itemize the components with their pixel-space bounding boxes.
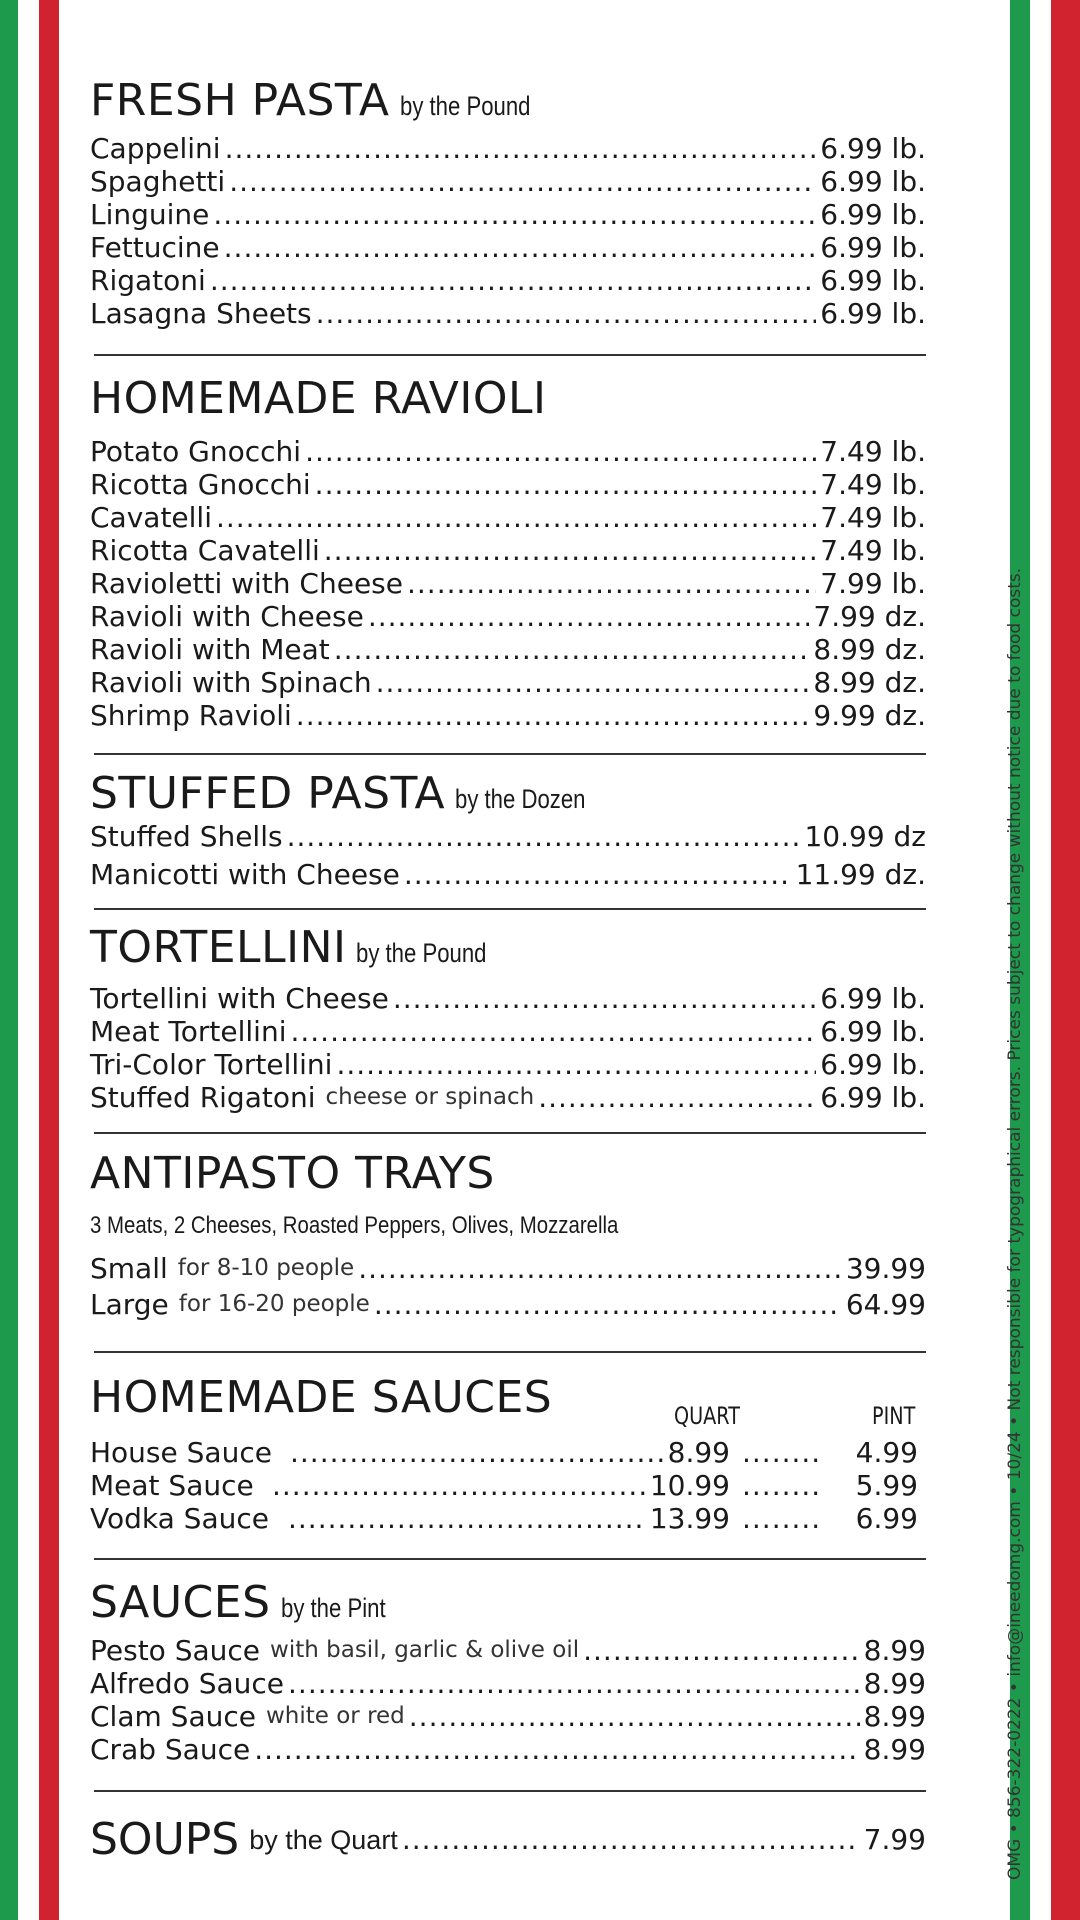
item-price: 6.99 lb. bbox=[820, 264, 926, 297]
section-title: FRESH PASTA bbox=[90, 75, 390, 126]
item-name: Spaghetti bbox=[90, 165, 226, 198]
dot-leader bbox=[358, 1252, 842, 1285]
item-name: Cavatelli bbox=[90, 501, 212, 534]
section-title: HOMEMADE SAUCES bbox=[90, 1372, 553, 1423]
pint-price: 6.99 bbox=[855, 1502, 918, 1535]
menu-item bbox=[90, 633, 926, 666]
dot-leader bbox=[404, 858, 792, 891]
dot-leader bbox=[742, 1502, 822, 1535]
menu-item bbox=[90, 699, 926, 732]
homemade-sauces-heading bbox=[90, 1372, 552, 1423]
item-name: Cappelini bbox=[90, 132, 221, 165]
dot-leader bbox=[213, 198, 816, 231]
section-subtitle: by the Dozen bbox=[455, 784, 586, 814]
dot-leader bbox=[583, 1634, 860, 1667]
quart-price: 8.99 bbox=[667, 1436, 730, 1469]
dot-leader bbox=[334, 633, 810, 666]
dot-leader bbox=[538, 1081, 816, 1114]
menu-item bbox=[90, 1081, 926, 1114]
item-price: 64.99 bbox=[845, 1288, 926, 1321]
item-price: 7.99 dz. bbox=[813, 600, 926, 633]
item-price: 6.99 lb. bbox=[820, 1081, 926, 1114]
menu-item bbox=[90, 198, 926, 231]
item-price: 9.99 dz. bbox=[813, 699, 926, 732]
item-price: 6.99 lb. bbox=[820, 1048, 926, 1081]
section-divider bbox=[94, 1351, 926, 1353]
item-name: Tortellini with Cheese bbox=[90, 982, 389, 1015]
item-name: Stuffed Shells bbox=[90, 820, 283, 853]
antipasto-note: 3 Meats, 2 Cheeses, Roasted Peppers, Olives, Mozzarella bbox=[90, 1212, 619, 1239]
dot-leader bbox=[229, 165, 816, 198]
tortellini-heading bbox=[90, 922, 516, 973]
dot-leader bbox=[290, 1436, 665, 1469]
item-name: Potato Gnocchi bbox=[90, 435, 302, 468]
antipasto-heading bbox=[90, 1148, 495, 1199]
quart-column-header: QUART bbox=[674, 1402, 740, 1430]
item-name: House Sauce bbox=[90, 1436, 272, 1469]
dot-leader bbox=[407, 567, 816, 600]
item-name: Ravioli with Meat bbox=[90, 633, 330, 666]
fresh-pasta-heading bbox=[90, 75, 559, 126]
dot-leader bbox=[288, 1667, 860, 1700]
item-price: 8.99 bbox=[863, 1733, 926, 1766]
menu-item bbox=[90, 1634, 926, 1667]
dot-leader bbox=[402, 1815, 860, 1865]
menu-item bbox=[90, 567, 926, 600]
menu-item bbox=[90, 1700, 926, 1733]
item-name: Rigatoni bbox=[90, 264, 206, 297]
sauce-item bbox=[90, 1436, 926, 1469]
menu-item bbox=[90, 666, 926, 699]
left-red-stripe bbox=[39, 0, 59, 1920]
footer-disclaimer: OMG • 856-322-0222 • info@ineedomg.com • 10/24 • Not responsible for typographical errors. Prices subject to change without notice due to food costs. bbox=[1005, 567, 1025, 1880]
dot-leader bbox=[393, 982, 816, 1015]
section-title: TORTELLINI bbox=[90, 922, 347, 973]
menu-item bbox=[90, 1667, 926, 1700]
section-divider bbox=[94, 1132, 926, 1134]
item-price: 7.49 lb. bbox=[820, 534, 926, 567]
section-title: STUFFED PASTA bbox=[90, 768, 446, 819]
menu-item bbox=[90, 264, 926, 297]
item-name: Manicotti with Cheese bbox=[90, 858, 400, 891]
item-name: Tri-Color Tortellini bbox=[90, 1048, 333, 1081]
item-name: Ricotta Cavatelli bbox=[90, 534, 320, 567]
dot-leader bbox=[216, 501, 816, 534]
dot-leader bbox=[374, 1288, 842, 1321]
dot-leader bbox=[224, 231, 817, 264]
menu-item bbox=[90, 132, 926, 165]
item-name: Crab Sauce bbox=[90, 1733, 251, 1766]
sauce-item bbox=[90, 1502, 926, 1535]
menu-item bbox=[90, 858, 926, 891]
section-subtitle: by the Pint bbox=[280, 1593, 386, 1623]
menu-item bbox=[90, 1288, 926, 1321]
item-price: 6.99 lb. bbox=[820, 982, 926, 1015]
item-price: 6.99 lb. bbox=[820, 1015, 926, 1048]
item-price: 6.99 lb. bbox=[820, 198, 926, 231]
item-price: 7.99 lb. bbox=[820, 567, 926, 600]
item-price: 7.49 lb. bbox=[820, 435, 926, 468]
dot-leader bbox=[290, 1015, 816, 1048]
menu-item bbox=[90, 165, 926, 198]
item-name: Ravioli with Spinach bbox=[90, 666, 372, 699]
menu-item bbox=[90, 501, 926, 534]
dot-leader bbox=[324, 534, 817, 567]
item-name: Stuffed Rigatoni bbox=[90, 1081, 316, 1114]
menu-item bbox=[90, 820, 926, 853]
pint-column-header: PINT bbox=[872, 1402, 916, 1430]
right-red-stripe bbox=[1051, 0, 1080, 1920]
dot-leader bbox=[288, 1502, 646, 1535]
section-title: ANTIPASTO TRAYS bbox=[90, 1148, 495, 1199]
section-divider bbox=[94, 354, 926, 356]
item-price: 7.49 lb. bbox=[820, 501, 926, 534]
section-divider bbox=[94, 1558, 926, 1560]
pint-price: 4.99 bbox=[855, 1436, 918, 1469]
dot-leader bbox=[409, 1700, 860, 1733]
menu-item bbox=[90, 1733, 926, 1766]
soups-row bbox=[90, 1815, 926, 1865]
item-description: for 16-20 people bbox=[178, 1291, 370, 1317]
menu-item bbox=[90, 982, 926, 1015]
item-name: Clam Sauce bbox=[90, 1700, 256, 1733]
menu-item bbox=[90, 1252, 926, 1285]
item-price: 6.99 lb. bbox=[820, 297, 926, 330]
item-name: Meat Sauce bbox=[90, 1469, 254, 1502]
item-name: Shrimp Ravioli bbox=[90, 699, 292, 732]
item-price: 11.99 dz. bbox=[795, 858, 926, 891]
sauces-heading bbox=[90, 1577, 408, 1628]
item-name: Ravioli with Cheese bbox=[90, 600, 364, 633]
quart-price: 10.99 bbox=[649, 1469, 730, 1502]
dot-leader bbox=[210, 264, 816, 297]
pint-price: 5.99 bbox=[855, 1469, 918, 1502]
section-title: HOMEMADE RAVIOLI bbox=[90, 373, 547, 424]
item-name: Small bbox=[90, 1252, 168, 1285]
section-divider bbox=[94, 908, 926, 910]
dot-leader bbox=[296, 699, 810, 732]
quart-price: 13.99 bbox=[649, 1502, 730, 1535]
item-name: Lasagna Sheets bbox=[90, 297, 312, 330]
homemade-ravioli-heading bbox=[90, 373, 547, 424]
item-name: Linguine bbox=[90, 198, 210, 231]
menu-item bbox=[90, 1015, 926, 1048]
dot-leader bbox=[376, 666, 810, 699]
item-description: with basil, garlic & olive oil bbox=[270, 1637, 580, 1663]
dot-leader bbox=[305, 435, 816, 468]
item-price: 6.99 lb. bbox=[820, 231, 926, 264]
dot-leader bbox=[287, 820, 801, 853]
item-description: for 8-10 people bbox=[177, 1255, 355, 1281]
section-title: SAUCES bbox=[90, 1577, 271, 1628]
dot-leader bbox=[272, 1469, 648, 1502]
item-price: 7.99 bbox=[863, 1823, 926, 1856]
menu-item bbox=[90, 1048, 926, 1081]
item-name: Alfredo Sauce bbox=[90, 1667, 285, 1700]
item-description: cheese or spinach bbox=[325, 1084, 535, 1110]
menu-item bbox=[90, 435, 926, 468]
item-price: 10.99 dz bbox=[804, 820, 926, 853]
item-name: Ricotta Gnocchi bbox=[90, 468, 311, 501]
section-subtitle: by the Pound bbox=[356, 938, 487, 968]
item-price: 39.99 bbox=[845, 1252, 926, 1285]
section-subtitle: by the Pound bbox=[399, 91, 530, 121]
dot-leader bbox=[336, 1048, 816, 1081]
section-title: SOUPS bbox=[90, 1814, 240, 1865]
menu-item bbox=[90, 534, 926, 567]
dot-leader bbox=[316, 297, 817, 330]
section-divider bbox=[94, 1790, 926, 1792]
sauce-item bbox=[90, 1469, 926, 1502]
dot-leader bbox=[368, 600, 810, 633]
item-price: 7.49 lb. bbox=[820, 468, 926, 501]
menu-item bbox=[90, 468, 926, 501]
item-price: 8.99 bbox=[863, 1700, 926, 1733]
dot-leader bbox=[742, 1469, 822, 1502]
item-price: 8.99 dz. bbox=[813, 633, 926, 666]
item-price: 6.99 lb. bbox=[820, 165, 926, 198]
item-name: Pesto Sauce bbox=[90, 1634, 261, 1667]
item-name: Meat Tortellini bbox=[90, 1015, 287, 1048]
item-price: 8.99 dz. bbox=[813, 666, 926, 699]
section-subtitle: by the Quart bbox=[249, 1825, 398, 1855]
dot-leader bbox=[315, 468, 817, 501]
dot-leader bbox=[225, 132, 817, 165]
menu-item bbox=[90, 231, 926, 264]
item-name: Large bbox=[90, 1288, 169, 1321]
item-name: Vodka Sauce bbox=[90, 1502, 269, 1535]
menu-item bbox=[90, 600, 926, 633]
dot-leader bbox=[742, 1436, 822, 1469]
item-price: 8.99 bbox=[863, 1634, 926, 1667]
item-price: 6.99 lb. bbox=[820, 132, 926, 165]
menu-item bbox=[90, 297, 926, 330]
item-price: 8.99 bbox=[863, 1667, 926, 1700]
item-name: Fettucine bbox=[90, 231, 220, 264]
left-green-stripe bbox=[0, 0, 18, 1920]
dot-leader bbox=[254, 1733, 859, 1766]
item-description: white or red bbox=[265, 1703, 405, 1729]
stuffed-pasta-heading bbox=[90, 768, 614, 819]
section-divider bbox=[94, 753, 926, 755]
item-name: Ravioletti with Cheese bbox=[90, 567, 403, 600]
